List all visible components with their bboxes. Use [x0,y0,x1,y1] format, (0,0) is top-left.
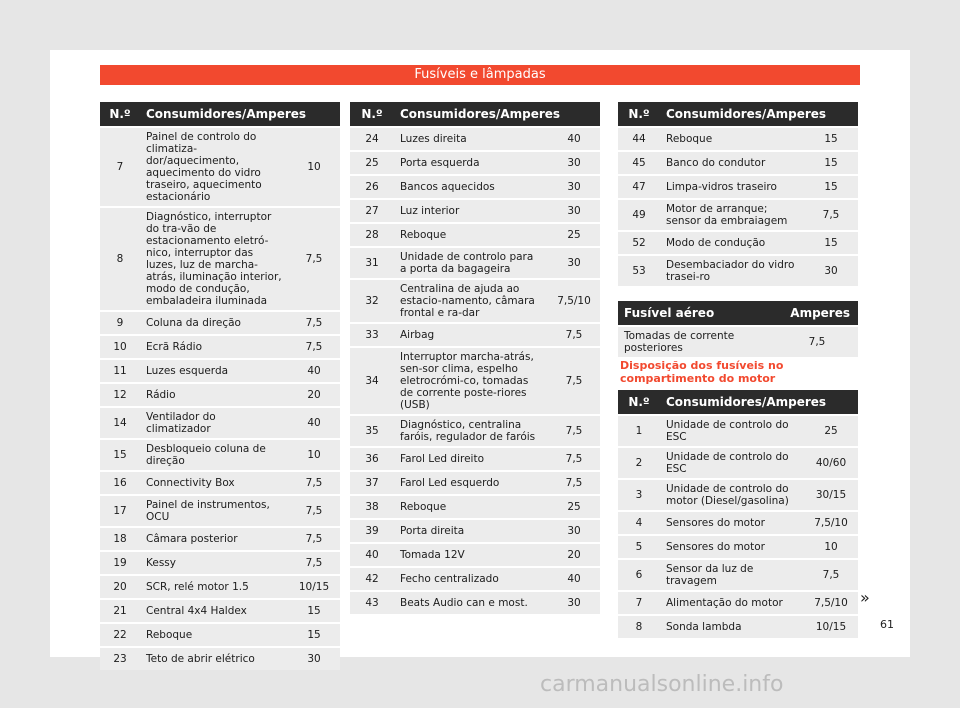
fuse-amperes: 7,5 [548,324,600,346]
fuse-amperes: 40 [548,568,600,590]
fuse-amperes: 30/15 [804,480,858,510]
fuse-number: 20 [100,576,140,598]
table-row [618,616,858,638]
table-row [100,440,340,470]
fuse-number: 34 [350,348,394,414]
table-row [350,128,600,150]
fuse-number: 16 [100,472,140,494]
fuse-number: 39 [350,520,394,542]
fuse-number: 5 [618,536,660,558]
fuse-number: 28 [350,224,394,246]
table-row [350,544,600,566]
fuse-table-1-container [100,100,340,672]
fuse-consumer: Unidade de controlo para a porta da bagageira [394,248,548,278]
table-row [350,448,600,470]
table-row [618,327,858,357]
table-row [350,176,600,198]
fuse-number: 4 [618,512,660,534]
fuse-amperes: 30 [548,248,600,278]
fuse-amperes: 7,5/10 [548,280,600,322]
fuse-number: 53 [618,256,660,286]
table-row [100,360,340,382]
fuse-amperes: 7,5 [288,208,340,310]
table-row [350,324,600,346]
fuse-amperes: 40 [288,360,340,382]
watermark: carmanualsonline.info [540,672,784,697]
col-header-number: N.º [350,102,394,126]
fuse-consumer: Ventilador do climatizador [140,408,288,438]
fuse-amperes: 30 [804,256,858,286]
fuse-amperes: 40/60 [804,448,858,478]
table-row [618,152,858,174]
fuse-number: 14 [100,408,140,438]
fuse-consumer: Porta direita [394,520,548,542]
fuse-consumer: Sensor da luz de travagem [660,560,804,590]
fuse-number: 2 [618,448,660,478]
fuse-consumer: Farol Led direito [394,448,548,470]
table-row [350,348,600,414]
fuse-amperes: 30 [548,592,600,614]
fuse-amperes: 7,5 [288,336,340,358]
fuse-consumer: Sensores do motor [660,512,804,534]
fuse-number: 11 [100,360,140,382]
table-row [618,416,858,446]
fuse-amperes: 30 [288,648,340,670]
fuse-number: 40 [350,544,394,566]
fuse-amperes: 7,5 [548,416,600,446]
fuse-number: 31 [350,248,394,278]
fuse-table-4-container [618,299,858,359]
fuse-amperes: 25 [548,224,600,246]
table-row [100,624,340,646]
manual-page [50,50,910,665]
col-header-consumers: Consumidores/Amperes [394,102,600,126]
page-number: 61 [880,618,894,631]
table-row [350,280,600,322]
fuse-amperes: 25 [548,496,600,518]
fuse-consumer: Painel de controlo do climatiza-dor/aquecimento, aquecimento do vidro traseiro, aquecimento estacionário [140,128,288,206]
fuse-consumer: Tomada 12V [394,544,548,566]
fuse-consumer: Reboque [394,224,548,246]
col-header-number: N.º [100,102,140,126]
table-row [100,312,340,334]
fuse-table-2-container [350,100,600,616]
table-row [350,224,600,246]
fuse-amperes: 30 [548,176,600,198]
col-header-number: N.º [618,390,660,414]
fuse-consumer: Luzes esquerda [140,360,288,382]
fuse-number: 33 [350,324,394,346]
fuse-amperes: 7,5 [548,448,600,470]
table-row [100,648,340,670]
fuse-amperes: 20 [548,544,600,566]
table-row [618,592,858,614]
fuse-number: 21 [100,600,140,622]
table-row [100,208,340,310]
fuse-consumer: Farol Led esquerdo [394,472,548,494]
table-row [350,472,600,494]
fuse-number: 45 [618,152,660,174]
fuse-consumer: Alimentação do motor [660,592,804,614]
col-header-consumers: Consumidores/Amperes [140,102,340,126]
fuse-amperes: 30 [548,152,600,174]
fuse-consumer: Unidade de controlo do ESC [660,416,804,446]
table-row [350,496,600,518]
fuse-consumer: Modo de condução [660,232,804,254]
fuse-number: 3 [618,480,660,510]
table-row [100,600,340,622]
col-header-overhead-fuse: Fusível aéreo [618,301,776,325]
fuse-consumer: Reboque [140,624,288,646]
fuse-amperes: 10/15 [288,576,340,598]
table-row [350,520,600,542]
fuse-amperes: 7,5 [804,200,858,230]
fuse-consumer: Painel de instrumentos, OCU [140,496,288,526]
fuse-number: 6 [618,560,660,590]
fuse-consumer: Reboque [394,496,548,518]
fuse-number: 32 [350,280,394,322]
fuse-table-3-container [618,100,858,288]
fuse-consumer: Limpa-vidros traseiro [660,176,804,198]
fuse-table-2 [350,100,600,616]
table-row [618,200,858,230]
fuse-amperes: 7,5 [288,496,340,526]
table-row [350,200,600,222]
fuse-consumer: Interruptor marcha-atrás, sen-sor clima, espelho eletrocrómi-co, tomadas de corrente poste-riores (USB) [394,348,548,414]
table-row [350,248,600,278]
fuse-amperes: 7,5/10 [804,512,858,534]
fuse-number: 35 [350,416,394,446]
table-row [100,128,340,206]
fuse-number: 18 [100,528,140,550]
fuse-consumer: Airbag [394,324,548,346]
fuse-number: 44 [618,128,660,150]
fuse-consumer: Fecho centralizado [394,568,548,590]
fuse-number: 7 [618,592,660,614]
fuse-number: 27 [350,200,394,222]
fuse-number: 15 [100,440,140,470]
fuse-amperes: 7,5 [288,528,340,550]
fuse-consumer: Desbloqueio coluna de direção [140,440,288,470]
table-row [100,384,340,406]
fuse-consumer: SCR, relé motor 1.5 [140,576,288,598]
fuse-number: 19 [100,552,140,574]
engine-fuse-section-title: Disposição dos fusíveis no compartimento do motor [620,359,784,385]
col-header-number: N.º [618,102,660,126]
fuse-consumer: Rádio [140,384,288,406]
table-row [100,408,340,438]
table-row [618,128,858,150]
fuse-number: 10 [100,336,140,358]
fuse-amperes: 30 [548,200,600,222]
fuse-number: 8 [618,616,660,638]
fuse-amperes: 15 [288,600,340,622]
fuse-amperes: 10 [288,128,340,206]
fuse-number: 38 [350,496,394,518]
fuse-table-3 [618,100,858,288]
fuse-consumer: Centralina de ajuda ao estacio-namento, câmara frontal e ra-dar [394,280,548,322]
table-row [618,176,858,198]
fuse-amperes: 7,5 [288,552,340,574]
fuse-consumer: Ecrã Rádio [140,336,288,358]
fuse-amperes: 7,5 [548,348,600,414]
fuse-amperes: 7,5 [804,560,858,590]
table-row [100,336,340,358]
fuse-amperes: 15 [804,232,858,254]
fuse-consumer: Connectivity Box [140,472,288,494]
fuse-amperes: 40 [288,408,340,438]
fuse-amperes: 15 [804,176,858,198]
table-row [618,560,858,590]
fuse-number: 52 [618,232,660,254]
fuse-consumer: Bancos aquecidos [394,176,548,198]
fuse-amperes: 7,5 [776,327,858,357]
table-row [100,472,340,494]
fuse-amperes: 10/15 [804,616,858,638]
fuse-consumer: Diagnóstico, centralina faróis, regulador de faróis [394,416,548,446]
fuse-number: 12 [100,384,140,406]
fuse-consumer: Desembaciador do vidro trasei-ro [660,256,804,286]
fuse-number: 24 [350,128,394,150]
table-row [618,256,858,286]
fuse-number: 25 [350,152,394,174]
fuse-table-1 [100,100,340,672]
table-row [618,512,858,534]
table-row [618,536,858,558]
section-header: Fusíveis e lâmpadas [100,65,860,85]
fuse-consumer: Sensores do motor [660,536,804,558]
fuse-number: 47 [618,176,660,198]
fuse-number: 23 [100,648,140,670]
fuse-consumer: Tomadas de corrente posteriores [618,327,776,357]
fuse-amperes: 40 [548,128,600,150]
fuse-consumer: Kessy [140,552,288,574]
fuse-consumer: Luzes direita [394,128,548,150]
fuse-consumer: Sonda lambda [660,616,804,638]
table-row [350,568,600,590]
fuse-number: 43 [350,592,394,614]
fuse-consumer: Reboque [660,128,804,150]
overhead-fuse-table [618,299,858,359]
fuse-amperes: 7,5 [288,312,340,334]
table-row [618,448,858,478]
fuse-amperes: 10 [288,440,340,470]
fuse-number: 7 [100,128,140,206]
fuse-number: 22 [100,624,140,646]
fuse-number: 17 [100,496,140,526]
fuse-amperes: 15 [804,152,858,174]
table-row [100,528,340,550]
fuse-consumer: Central 4x4 Haldex [140,600,288,622]
table-row [350,416,600,446]
col-header-amperes: Amperes [776,301,858,325]
fuse-number: 36 [350,448,394,470]
fuse-consumer: Banco do condutor [660,152,804,174]
fuse-consumer: Diagnóstico, interruptor do tra-vão de estacionamento eletró-nico, interruptor das luzes, luz de marcha-atrás, iluminação interior, modo de condução, embaladeira iluminada [140,208,288,310]
fuse-amperes: 15 [804,128,858,150]
fuse-consumer: Luz interior [394,200,548,222]
fuse-consumer: Câmara posterior [140,528,288,550]
fuse-table-5-container [618,388,858,640]
fuse-amperes: 7,5/10 [804,592,858,614]
fuse-consumer: Unidade de controlo do motor (Diesel/gasolina) [660,480,804,510]
fuse-number: 49 [618,200,660,230]
fuse-number: 1 [618,416,660,446]
fuse-amperes: 7,5 [548,472,600,494]
table-row [100,496,340,526]
fuse-number: 26 [350,176,394,198]
fuse-amperes: 20 [288,384,340,406]
fuse-amperes: 15 [288,624,340,646]
fuse-consumer: Teto de abrir elétrico [140,648,288,670]
fuse-consumer: Porta esquerda [394,152,548,174]
fuse-consumer: Unidade de controlo do ESC [660,448,804,478]
table-row [618,232,858,254]
table-row [100,576,340,598]
fuse-consumer: Beats Audio can e most. [394,592,548,614]
fuse-amperes: 25 [804,416,858,446]
fuse-number: 8 [100,208,140,310]
continue-icon: » [860,588,870,607]
fuse-number: 9 [100,312,140,334]
fuse-amperes: 7,5 [288,472,340,494]
col-header-consumers: Consumidores/Amperes [660,390,858,414]
fuse-number: 42 [350,568,394,590]
engine-fuse-table [618,388,858,640]
fuse-number: 37 [350,472,394,494]
table-row [350,592,600,614]
col-header-consumers: Consumidores/Amperes [660,102,858,126]
table-row [100,552,340,574]
table-row [618,480,858,510]
fuse-amperes: 30 [548,520,600,542]
fuse-consumer: Coluna da direção [140,312,288,334]
table-row [350,152,600,174]
fuse-amperes: 10 [804,536,858,558]
fuse-consumer: Motor de arranque; sensor da embraiagem [660,200,804,230]
